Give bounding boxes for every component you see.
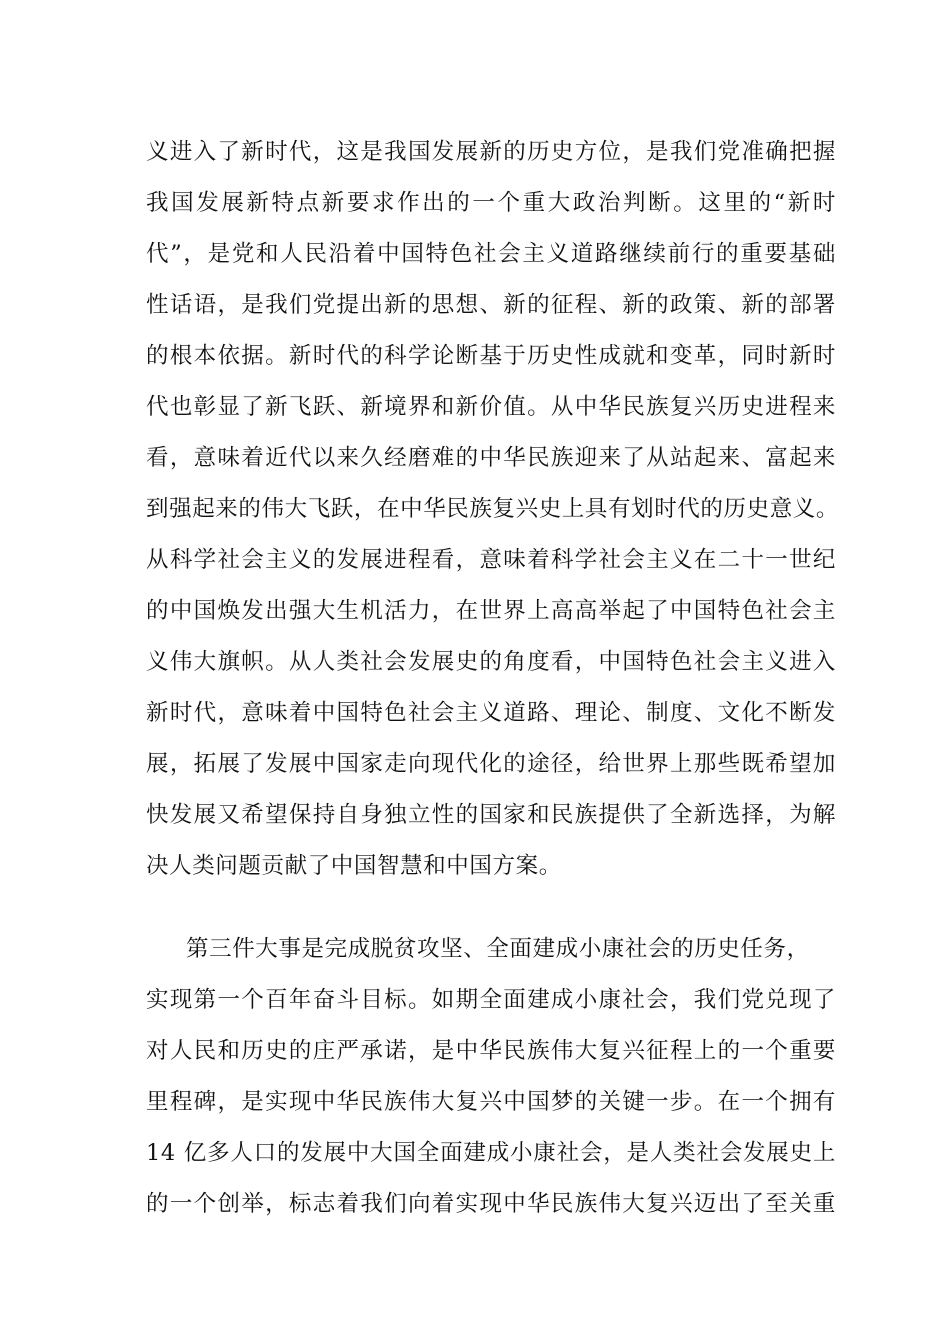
paragraph-2-line-3: 对人民和历史的庄严承诺，是中华民族伟大复兴征程上的一个重要 (146, 1038, 836, 1064)
paragraph-1-line-8: 到强起来的伟大飞跃，在中华民族复兴史上具有划时代的历史意义。 (146, 496, 840, 522)
paragraph-1-line-5: 的根本依据。新时代的科学论断基于历史性成就和变革，同时新时 (146, 343, 836, 369)
paragraph-1-line-4: 性话语，是我们党提出新的思想、新的征程、新的政策、新的部署 (146, 292, 836, 318)
paragraph-2-line-1: 第三件大事是完成脱贫攻坚、全面建成小康社会的历史任务， (186, 936, 810, 962)
paragraph-2-line-4: 里程碑，是实现中华民族伟大复兴中国梦的关键一步。在一个拥有 (146, 1089, 836, 1115)
paragraph-1-line-1: 义进入了新时代，这是我国发展新的历史方位，是我们党准确把握 (146, 139, 836, 165)
paragraph-1-line-3: 代”，是党和人民沿着中国特色社会主义道路继续前行的重要基础 (146, 241, 836, 267)
paragraph-1-line-11: 义伟大旗帜。从人类社会发展史的角度看，中国特色社会主义进入 (146, 649, 836, 675)
paragraph-1-line-2: 我国发展新特点新要求作出的一个重大政治判断。这里的“新时 (146, 190, 836, 216)
paragraph-1-line-14: 快发展又希望保持自身独立性的国家和民族提供了全新选择，为解 (146, 802, 836, 828)
paragraph-2-line-5: 14 亿多人口的发展中大国全面建成小康社会，是人类社会发展史上 (146, 1140, 836, 1166)
paragraph-2-line-6: 的一个创举，标志着我们向着实现中华民族伟大复兴迈出了至关重 (146, 1191, 836, 1217)
paragraph-1-line-15: 决人类问题贡献了中国智慧和中国方案。 (146, 853, 562, 879)
paragraph-1-line-6: 代也彰显了新飞跃、新境界和新价值。从中华民族复兴历史进程来 (146, 394, 836, 420)
paragraph-1-line-9: 从科学社会主义的发展进程看，意味着科学社会主义在二十一世纪 (146, 547, 836, 573)
paragraph-2-line-2: 实现第一个百年奋斗目标。如期全面建成小康社会，我们党兑现了 (146, 987, 836, 1013)
paragraph-1-line-12: 新时代，意味着中国特色社会主义道路、理论、制度、文化不断发 (146, 700, 836, 726)
paragraph-1-line-7: 看，意味着近代以来久经磨难的中华民族迎来了从站起来、富起来 (146, 445, 836, 471)
paragraph-1-line-10: 的中国焕发出强大生机活力，在世界上高高举起了中国特色社会主 (146, 598, 836, 624)
paragraph-1-line-13: 展，拓展了发展中国家走向现代化的途径，给世界上那些既希望加 (146, 751, 836, 777)
